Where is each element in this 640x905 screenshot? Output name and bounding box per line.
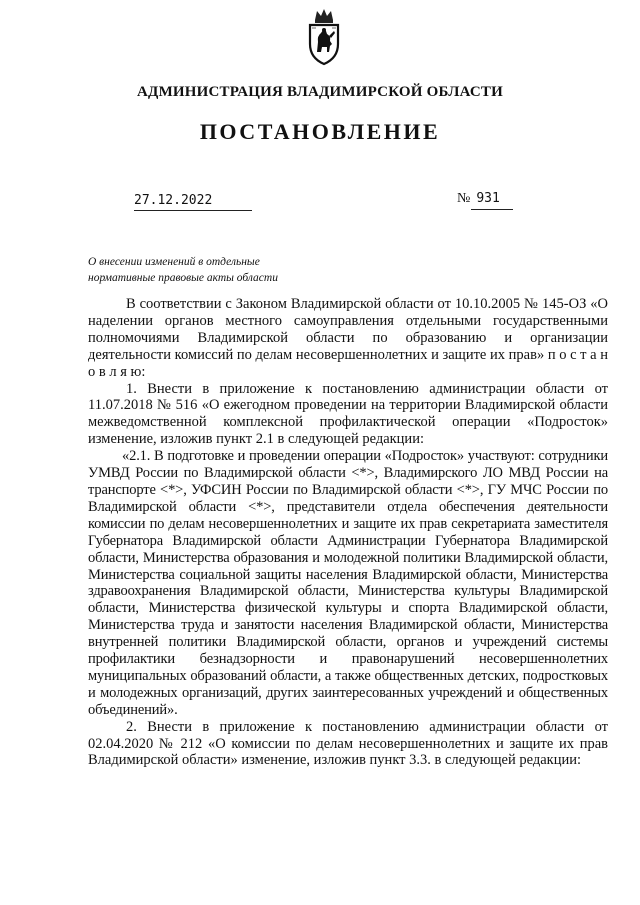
document-number	[457, 191, 500, 207]
item-2-paragraph: 2. Внести в приложение к постановлению администрации области от 02.04.2020 № 212 «О комиссии по делам несовершеннолетних и защите их прав Владимирской области» изменение, изложив пункт 3.3. в следующей редакции:	[88, 718, 608, 769]
coat-of-arms-icon	[300, 6, 348, 68]
item-1-quote-paragraph: «2.1. В подготовке и проведении операции «Подросток» участвуют: сотрудники УМВД России по Владимирской области <*>, Владимирского ЛО МВД России на транспорте <*>, УФСИН России по Владимирской области <*>, ГУ МЧС России по Владимирской области <*>, представители отдела обеспечения деятельности комиссии по делам несовершеннолетних и защите их прав секретариата заместителя Губернатора Владимирской области Администрации Губернатора Владимирской области, Министерства образования и молодежной политики Владимирской области, Министерства социальной защиты населения Владимирской области, Министерства здравоохранения Владимирской области, Министерства культуры Владимирской области, Министерства физической культуры и спорта Владимирской области, Министерства труда и занятости населения Владимирской области, Министерства внутренней политики Владимирской области, органов и учреждений системы профилактики безнадзорности и правонарушений несовершеннолетних муниципальных образований области, а также общественных детских, подростковых и молодежных организаций, других заинтересованных учреждений и общественных объединений».	[88, 448, 608, 718]
number-underline	[471, 209, 513, 210]
number-value: 931	[476, 191, 500, 206]
number-label: №	[457, 191, 471, 206]
item-1-paragraph: 1. Внести в приложение к постановлению администрации области от 11.07.2018 № 516 «О ежегодном проведении на территории Владимирской области межведомственной комплексной профилактической операции «Подросток» изменение, изложив пункт 2.1 в следующей редакции:	[88, 380, 608, 448]
preamble-paragraph: В соответствии с Законом Владимирской области от 10.10.2005 № 145-ОЗ «О наделении органов местного самоуправления отдельными государственными полномочиями Владимирской области по образованию и организации деятельности комиссий по делам несовершеннолетних и защите их прав» п о с т а н о в л я ю:	[88, 296, 608, 380]
document-subject	[88, 254, 278, 286]
document-date: 27.12.2022	[134, 193, 213, 208]
document-body	[88, 296, 608, 769]
subject-line-1: О внесении изменений в отдельные	[88, 256, 260, 268]
date-underline	[134, 210, 252, 211]
document-type-title: ПОСТАНОВЛЕНИЕ	[199, 119, 441, 144]
organization-name: АДМИНИСТРАЦИЯ ВЛАДИМИРСКОЙ ОБЛАСТИ	[137, 84, 503, 100]
subject-line-2: нормативные правовые акты области	[88, 272, 278, 284]
